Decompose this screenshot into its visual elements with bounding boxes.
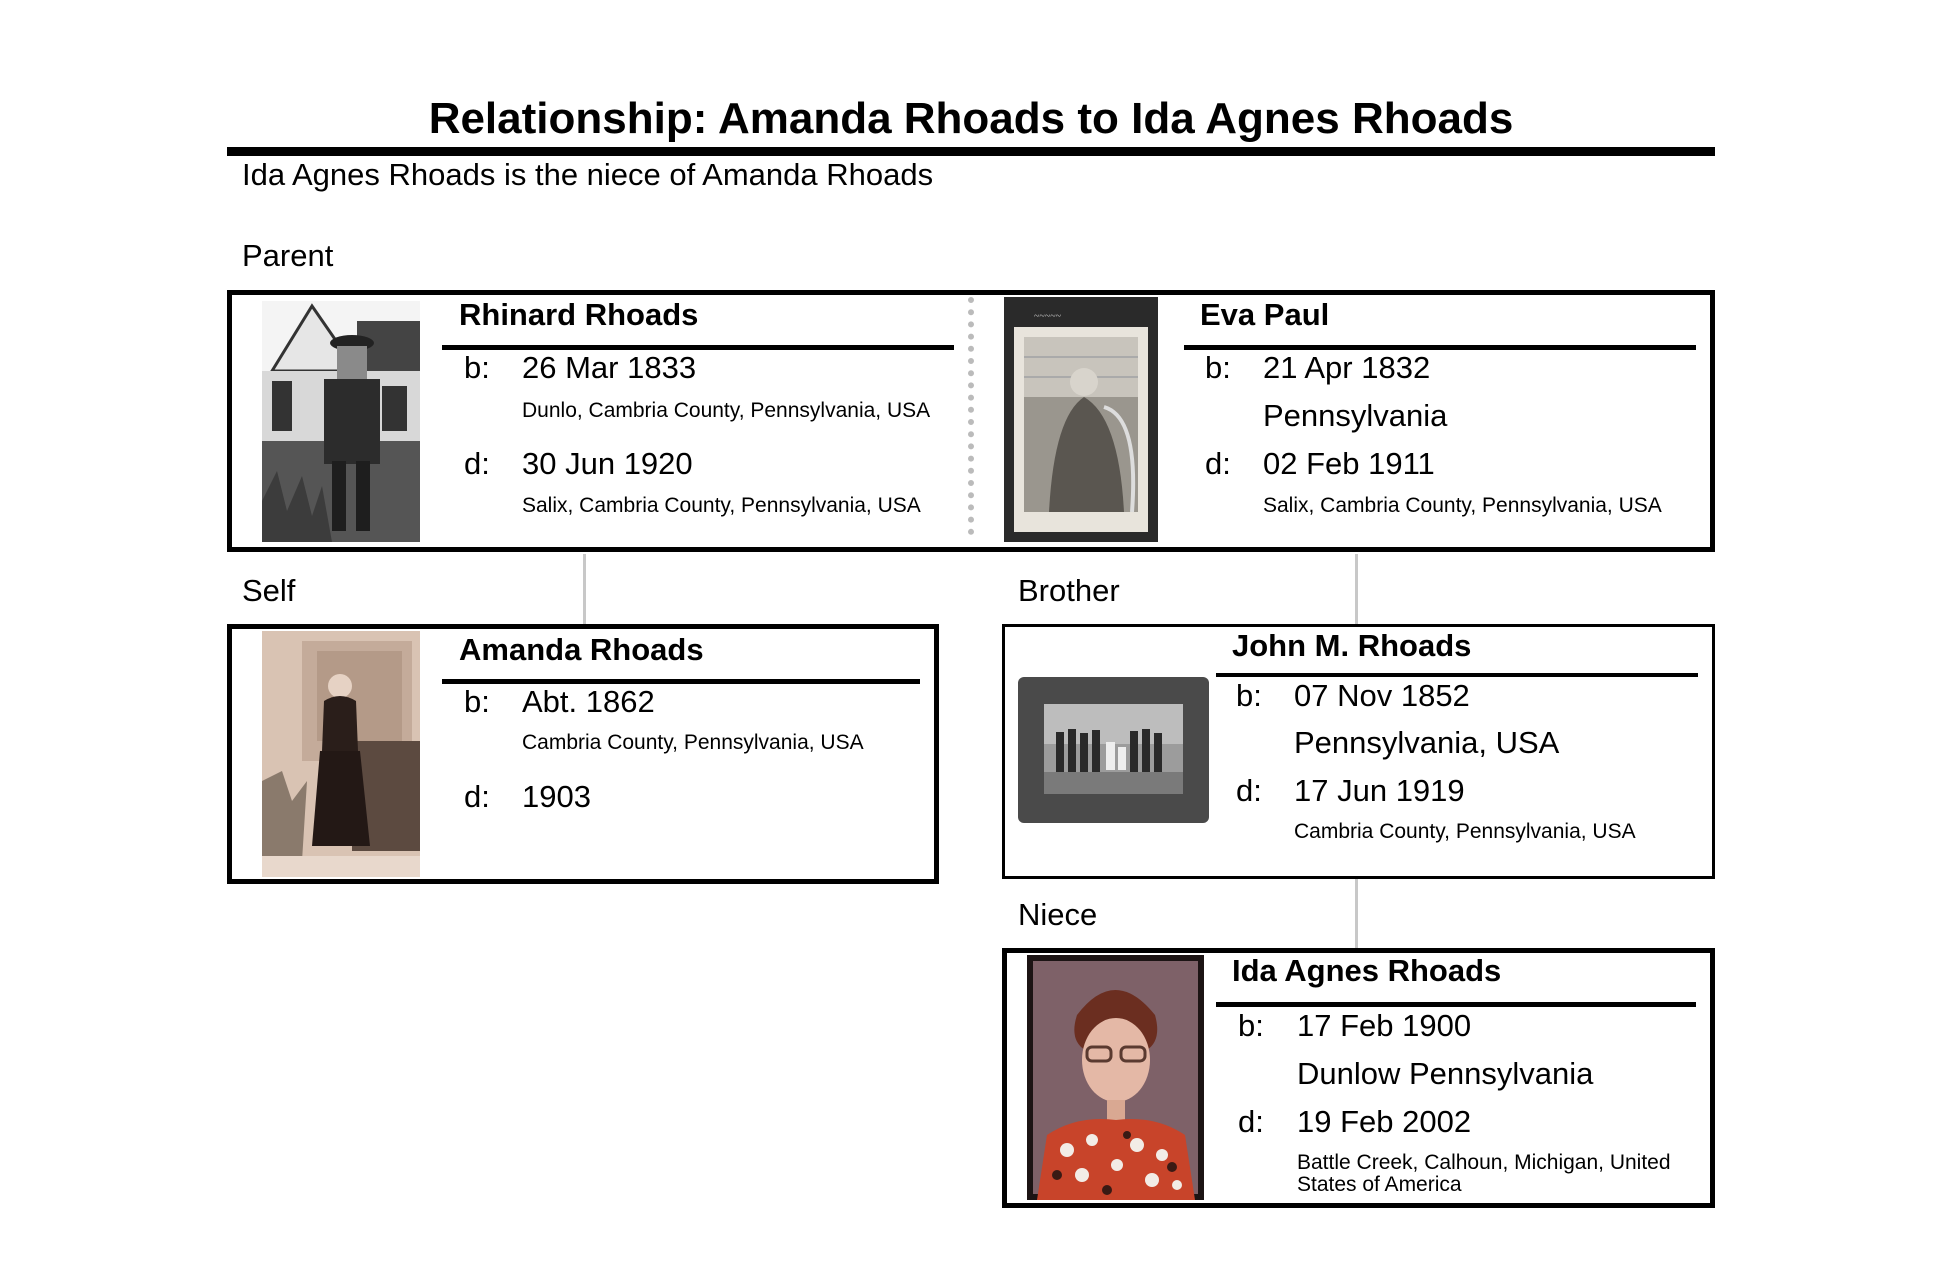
name-underline	[442, 679, 920, 684]
couple-divider	[968, 297, 974, 535]
death-label: d:	[464, 779, 490, 814]
section-label-brother: Brother	[1018, 573, 1120, 608]
death-date: 1903	[522, 779, 591, 814]
name-underline	[442, 345, 954, 350]
birth-place: Pennsylvania, USA	[1294, 725, 1560, 760]
birth-place: Dunlo, Cambria County, Pennsylvania, USA	[522, 399, 931, 422]
birth-label: b:	[1205, 350, 1231, 385]
niece-photo	[1027, 955, 1204, 1200]
mother-photo	[1004, 297, 1158, 542]
person-name-mother[interactable]: Eva Paul	[1200, 297, 1330, 332]
relationship-summary: Ida Agnes Rhoads is the niece of Amanda Rhoads	[242, 157, 934, 192]
birth-date: Abt. 1862	[522, 684, 655, 719]
birth-date: 26 Mar 1833	[522, 350, 697, 385]
page-title: Relationship: Amanda Rhoads to Ida Agnes Rhoads	[428, 94, 1514, 143]
death-place: Battle Creek, Calhoun, Michigan, United States of America	[1297, 1151, 1671, 1196]
title-divider	[227, 147, 1715, 156]
name-underline	[1184, 345, 1696, 350]
person-name-father[interactable]: Rhinard Rhoads	[459, 297, 699, 332]
brother-photo	[1018, 677, 1209, 823]
person-name-brother[interactable]: John M. Rhoads	[1232, 628, 1472, 663]
death-label: d:	[1238, 1104, 1264, 1139]
death-place: Cambria County, Pennsylvania, USA	[1294, 820, 1636, 843]
father-photo	[262, 301, 420, 542]
connector-line-parent-to-brother	[1355, 554, 1358, 627]
birth-date: 21 Apr 1832	[1263, 350, 1431, 385]
death-date: 02 Feb 1911	[1263, 446, 1435, 481]
self-photo	[262, 631, 420, 877]
connector-line-brother-to-niece	[1355, 878, 1358, 950]
name-underline	[1216, 1002, 1696, 1007]
section-label-self: Self	[242, 573, 296, 608]
birth-place: Pennsylvania	[1263, 398, 1448, 433]
birth-place: Cambria County, Pennsylvania, USA	[522, 731, 864, 754]
birth-label: b:	[464, 350, 490, 385]
section-label-parent: Parent	[242, 238, 334, 273]
death-date: 17 Jun 1919	[1294, 773, 1465, 808]
birth-place: Dunlow Pennsylvania	[1297, 1056, 1594, 1091]
death-label: d:	[1205, 446, 1231, 481]
death-date: 30 Jun 1920	[522, 446, 693, 481]
birth-label: b:	[1236, 678, 1262, 713]
birth-date: 17 Feb 1900	[1297, 1008, 1472, 1043]
person-name-self[interactable]: Amanda Rhoads	[459, 632, 704, 667]
death-label: d:	[464, 446, 490, 481]
birth-label: b:	[464, 684, 490, 719]
death-date: 19 Feb 2002	[1297, 1104, 1472, 1139]
section-label-niece: Niece	[1018, 897, 1098, 932]
name-underline	[1216, 673, 1698, 677]
person-name-niece[interactable]: Ida Agnes Rhoads	[1232, 953, 1502, 988]
death-label: d:	[1236, 773, 1262, 808]
birth-date: 07 Nov 1852	[1294, 678, 1470, 713]
death-place: Salix, Cambria County, Pennsylvania, USA	[522, 494, 921, 517]
connector-line-parent-to-self	[583, 554, 586, 627]
death-place: Salix, Cambria County, Pennsylvania, USA	[1263, 494, 1662, 517]
svg-text:~~~~~: ~~~~~	[1034, 311, 1062, 322]
birth-label: b:	[1238, 1008, 1264, 1043]
